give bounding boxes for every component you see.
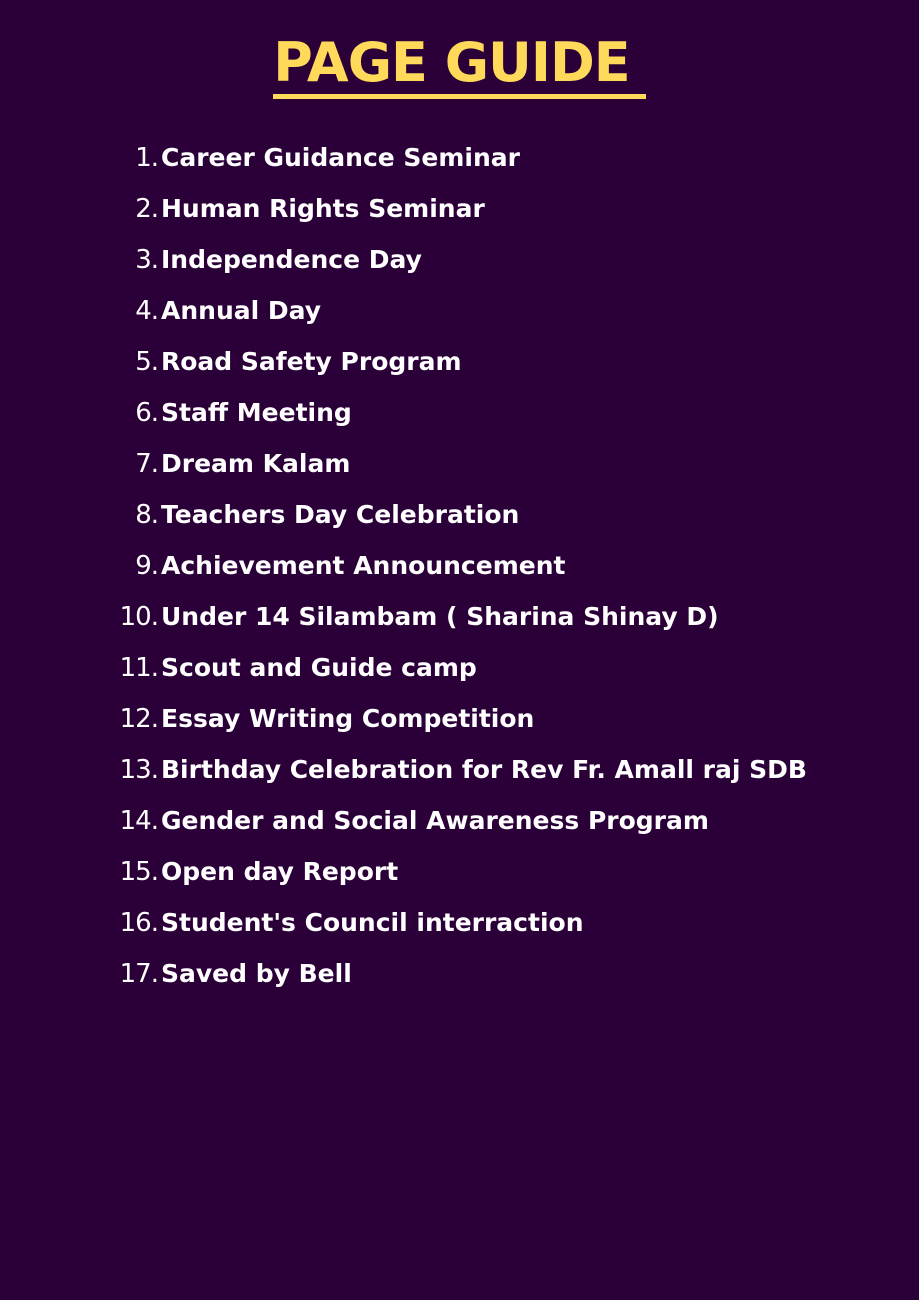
item-number: 15.: [119, 856, 158, 887]
guide-item: [0, 642, 919, 693]
guide-item: [0, 234, 919, 285]
guide-item: [0, 795, 919, 846]
guide-item: [0, 285, 919, 336]
item-label: Annual Day: [161, 296, 322, 325]
page-title: [0, 28, 919, 99]
item-label: Human Rights Seminar: [161, 194, 485, 223]
guide-list: [0, 132, 919, 999]
guide-item: [0, 591, 919, 642]
item-label: Career Guidance Seminar: [161, 143, 520, 172]
item-label: Essay Writing Competition: [161, 704, 535, 733]
guide-item: [0, 132, 919, 183]
page-title-text: PAGE GUIDE: [273, 32, 645, 99]
item-number: 6.: [135, 397, 158, 428]
item-label: Dream Kalam: [161, 449, 351, 478]
item-label: Road Safety Program: [161, 347, 462, 376]
guide-item: [0, 540, 919, 591]
item-label: Birthday Celebration for Rev Fr. Amall raj SDB: [161, 755, 807, 784]
item-label: Achievement Announcement: [161, 551, 566, 580]
guide-item: [0, 846, 919, 897]
item-label: Teachers Day Celebration: [161, 500, 520, 529]
item-label: Open day Report: [161, 857, 399, 886]
item-number: 7.: [135, 448, 158, 479]
item-number: 14.: [119, 805, 158, 836]
guide-item: [0, 693, 919, 744]
guide-item: [0, 948, 919, 999]
item-label: Scout and Guide camp: [161, 653, 477, 682]
guide-item: [0, 897, 919, 948]
guide-item: [0, 183, 919, 234]
guide-item: [0, 336, 919, 387]
item-label: Gender and Social Awareness Program: [161, 806, 709, 835]
item-number: 2.: [135, 193, 158, 224]
item-label: Staff Meeting: [161, 398, 352, 427]
item-number: 10.: [119, 601, 158, 632]
item-label: Under 14 Silambam ( Sharina Shinay D): [161, 602, 719, 631]
item-number: 4.: [135, 295, 158, 326]
item-number: 13.: [119, 754, 158, 785]
guide-item: [0, 489, 919, 540]
guide-item: [0, 387, 919, 438]
guide-item: [0, 744, 919, 795]
item-number: 1.: [135, 142, 158, 173]
item-number: 11.: [119, 652, 158, 683]
item-label: Independence Day: [161, 245, 422, 274]
item-number: 3.: [135, 244, 158, 275]
item-label: Student's Council interraction: [161, 908, 584, 937]
item-number: 5.: [135, 346, 158, 377]
item-number: 16.: [119, 907, 158, 938]
item-number: 9.: [135, 550, 158, 581]
guide-item: [0, 438, 919, 489]
item-label: Saved by Bell: [161, 959, 352, 988]
item-number: 12.: [119, 703, 158, 734]
item-number: 17.: [119, 958, 158, 989]
item-number: 8.: [135, 499, 158, 530]
